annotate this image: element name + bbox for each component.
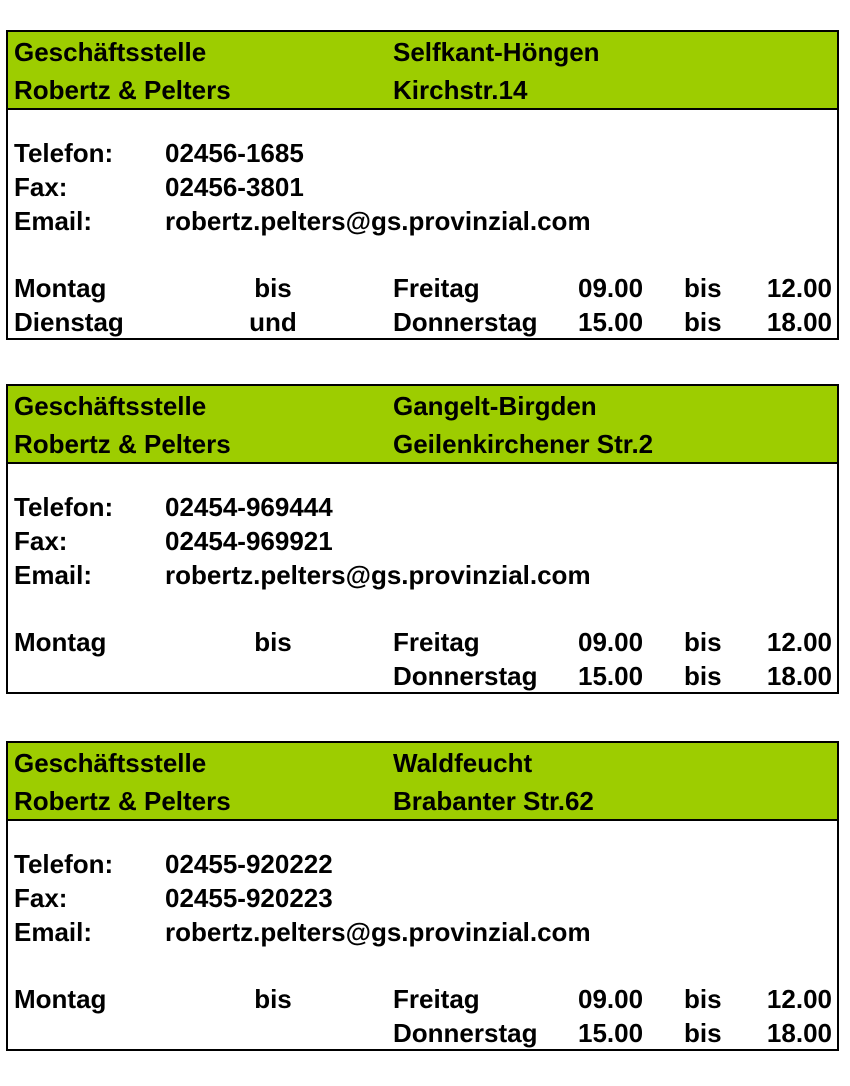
hours-end: 12.00: [766, 984, 832, 1014]
hours-from-day: Dienstag: [14, 307, 124, 337]
hours-end: 18.00: [766, 1018, 832, 1048]
hours-end: 18.00: [766, 307, 832, 337]
phone-value: 02455-920222: [165, 849, 333, 879]
hours-to-day: Freitag: [393, 984, 480, 1014]
fax-label: Fax:: [14, 526, 68, 556]
office-street: Brabanter Str.62: [393, 786, 594, 816]
hours-from-day: Montag: [14, 273, 107, 303]
hours-start: 15.00: [578, 1018, 644, 1048]
hours-end: 12.00: [766, 273, 832, 303]
fax-value: 02456-3801: [165, 172, 304, 202]
office-city: Waldfeucht: [393, 748, 533, 778]
office-title: Geschäftsstelle: [14, 37, 207, 67]
hours-to-day: Freitag: [393, 627, 480, 657]
phone-label: Telefon:: [14, 138, 114, 168]
email-link[interactable]: robertz.pelters@gs.provinzial.com: [165, 917, 591, 947]
office-street: Kirchstr.14: [393, 75, 528, 105]
email-label: Email:: [14, 206, 93, 236]
fax-label: Fax:: [14, 883, 68, 913]
email-label: Email:: [14, 560, 93, 590]
office-title: Geschäftsstelle: [14, 391, 207, 421]
office-city: Selfkant-Höngen: [393, 37, 600, 67]
email-link[interactable]: robertz.pelters@gs.provinzial.com: [165, 560, 591, 590]
office-header: [8, 386, 837, 464]
office-owner: Robertz & Pelters: [14, 429, 231, 459]
hours-sep: bis: [684, 627, 722, 657]
fax-value: 02454-969921: [165, 526, 333, 556]
hours-to-day: Donnerstag: [393, 307, 538, 337]
hours-end: 12.00: [766, 627, 832, 657]
hours-start: 09.00: [578, 984, 644, 1014]
fax-label: Fax:: [14, 172, 68, 202]
hours-connector: bis: [254, 273, 292, 303]
hours-start: 15.00: [578, 661, 644, 691]
office-owner: Robertz & Pelters: [14, 786, 231, 816]
hours-sep: bis: [684, 984, 722, 1014]
hours-sep: bis: [684, 273, 722, 303]
email-link[interactable]: robertz.pelters@gs.provinzial.com: [165, 206, 591, 236]
office-city: Gangelt-Birgden: [393, 391, 597, 421]
email-label: Email:: [14, 917, 93, 947]
hours-connector: bis: [254, 984, 292, 1014]
hours-from-day: Montag: [14, 984, 107, 1014]
office-title: Geschäftsstelle: [14, 748, 207, 778]
office-header: [8, 32, 837, 110]
hours-sep: bis: [684, 1018, 722, 1048]
office-card-gangelt: [6, 384, 839, 694]
hours-sep: bis: [684, 661, 722, 691]
phone-value: 02454-969444: [165, 492, 333, 522]
phone-label: Telefon:: [14, 492, 114, 522]
hours-connector: und: [249, 307, 297, 337]
hours-start: 09.00: [578, 627, 644, 657]
hours-to-day: Donnerstag: [393, 661, 538, 691]
office-header: [8, 743, 837, 821]
hours-connector: bis: [254, 627, 292, 657]
office-street: Geilenkirchener Str.2: [393, 429, 654, 459]
hours-start: 09.00: [578, 273, 644, 303]
office-card-selfkant: [6, 30, 839, 340]
fax-value: 02455-920223: [165, 883, 333, 913]
phone-value: 02456-1685: [165, 138, 304, 168]
office-owner: Robertz & Pelters: [14, 75, 231, 105]
hours-end: 18.00: [766, 661, 832, 691]
office-card-waldfeucht: [6, 741, 839, 1051]
hours-sep: bis: [684, 307, 722, 337]
hours-to-day: Freitag: [393, 273, 480, 303]
hours-start: 15.00: [578, 307, 644, 337]
hours-from-day: Montag: [14, 627, 107, 657]
phone-label: Telefon:: [14, 849, 114, 879]
hours-to-day: Donnerstag: [393, 1018, 538, 1048]
